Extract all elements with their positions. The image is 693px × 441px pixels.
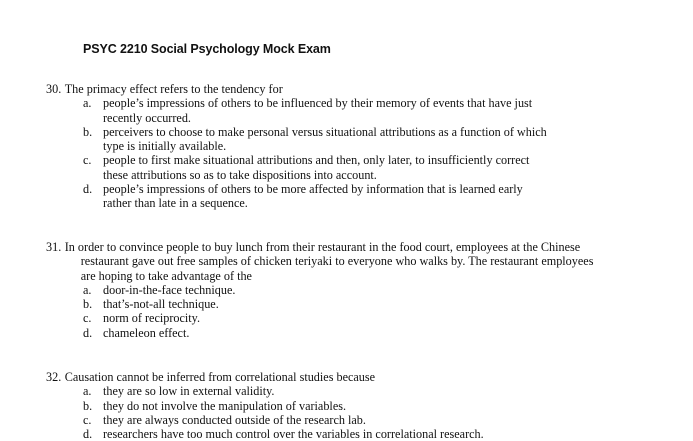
option-text: they are always conducted outside of the research lab. bbox=[103, 412, 366, 427]
option-text: researchers have too much control over the variables in correlational research. bbox=[103, 427, 484, 441]
option-line: perceivers to choose to make personal versus situational attributions as a function of which bbox=[103, 124, 547, 139]
option-line: rather than late in a sequence. bbox=[103, 196, 248, 211]
option-text: that’s-not-all technique. bbox=[103, 297, 219, 312]
option-line: these attributions so as to take dispositions into account. bbox=[103, 167, 377, 182]
question-31 bbox=[46, 240, 646, 340]
option-text: door-in-the-face technique. bbox=[103, 282, 236, 297]
answer-option-c bbox=[46, 153, 646, 182]
answer-options bbox=[46, 96, 646, 210]
option-line: people’s impressions of others to be more affected by information that is learned early bbox=[103, 182, 523, 197]
option-text: chameleon effect. bbox=[103, 325, 190, 340]
option-letter: c. bbox=[83, 311, 92, 326]
question-30 bbox=[46, 82, 646, 211]
answer-option-b bbox=[46, 297, 646, 311]
option-text: they are so low in external validity. bbox=[103, 384, 275, 399]
option-letter: d. bbox=[83, 427, 93, 441]
option-text: they do not involve the manipulation of variables. bbox=[103, 398, 347, 413]
option-letter: c. bbox=[83, 412, 92, 427]
option-text bbox=[103, 153, 563, 182]
option-text bbox=[103, 125, 563, 154]
option-text: norm of reciprocity. bbox=[103, 311, 201, 326]
option-letter: d. bbox=[83, 325, 93, 340]
question-stem bbox=[46, 370, 646, 384]
question-32 bbox=[46, 370, 646, 441]
question-text: Causation cannot be inferred from correlational studies because bbox=[64, 370, 376, 384]
answer-option-a bbox=[46, 283, 646, 297]
option-line: people’s impressions of others to be influenced by their memory of events that have just bbox=[103, 96, 533, 111]
question-number: 32. bbox=[46, 370, 62, 384]
question-line: are hoping to take advantage of the bbox=[80, 268, 252, 283]
answer-options bbox=[46, 384, 646, 441]
answer-options bbox=[46, 283, 646, 340]
option-letter: d. bbox=[83, 182, 93, 197]
option-line: type is initially available. bbox=[103, 139, 227, 154]
option-letter: a. bbox=[83, 96, 92, 111]
answer-option-a bbox=[46, 96, 646, 125]
answer-option-b bbox=[46, 399, 646, 413]
question-line: restaurant gave out free samples of chicken teriyaki to everyone who walks by. The restaurant employees bbox=[80, 254, 594, 269]
question-line: In order to convince people to buy lunch from their restaurant in the food court, employees at the Chinese bbox=[64, 240, 581, 254]
option-letter: a. bbox=[83, 384, 92, 399]
answer-option-d bbox=[46, 326, 646, 340]
answer-option-c bbox=[46, 311, 646, 325]
answer-option-d bbox=[46, 182, 646, 211]
option-letter: c. bbox=[83, 153, 92, 168]
question-number: 31. bbox=[46, 240, 62, 254]
question-stem bbox=[46, 82, 646, 96]
option-letter: b. bbox=[83, 124, 93, 139]
question-stem bbox=[46, 240, 611, 283]
question-number: 30. bbox=[46, 82, 62, 96]
option-letter: b. bbox=[83, 297, 93, 312]
option-text bbox=[103, 96, 563, 125]
option-letter: b. bbox=[83, 398, 93, 413]
question-text bbox=[65, 240, 611, 283]
answer-option-a bbox=[46, 384, 646, 398]
answer-option-c bbox=[46, 413, 646, 427]
option-line: people to first make situational attributions and then, only later, to insufficiently correct bbox=[103, 153, 530, 168]
page-title: PSYC 2210 Social Psychology Mock Exam bbox=[83, 42, 331, 56]
option-letter: a. bbox=[83, 282, 92, 297]
question-text: The primacy effect refers to the tendency for bbox=[64, 82, 283, 96]
option-line: recently occurred. bbox=[103, 110, 191, 125]
answer-option-b bbox=[46, 125, 646, 154]
option-text bbox=[103, 182, 563, 211]
